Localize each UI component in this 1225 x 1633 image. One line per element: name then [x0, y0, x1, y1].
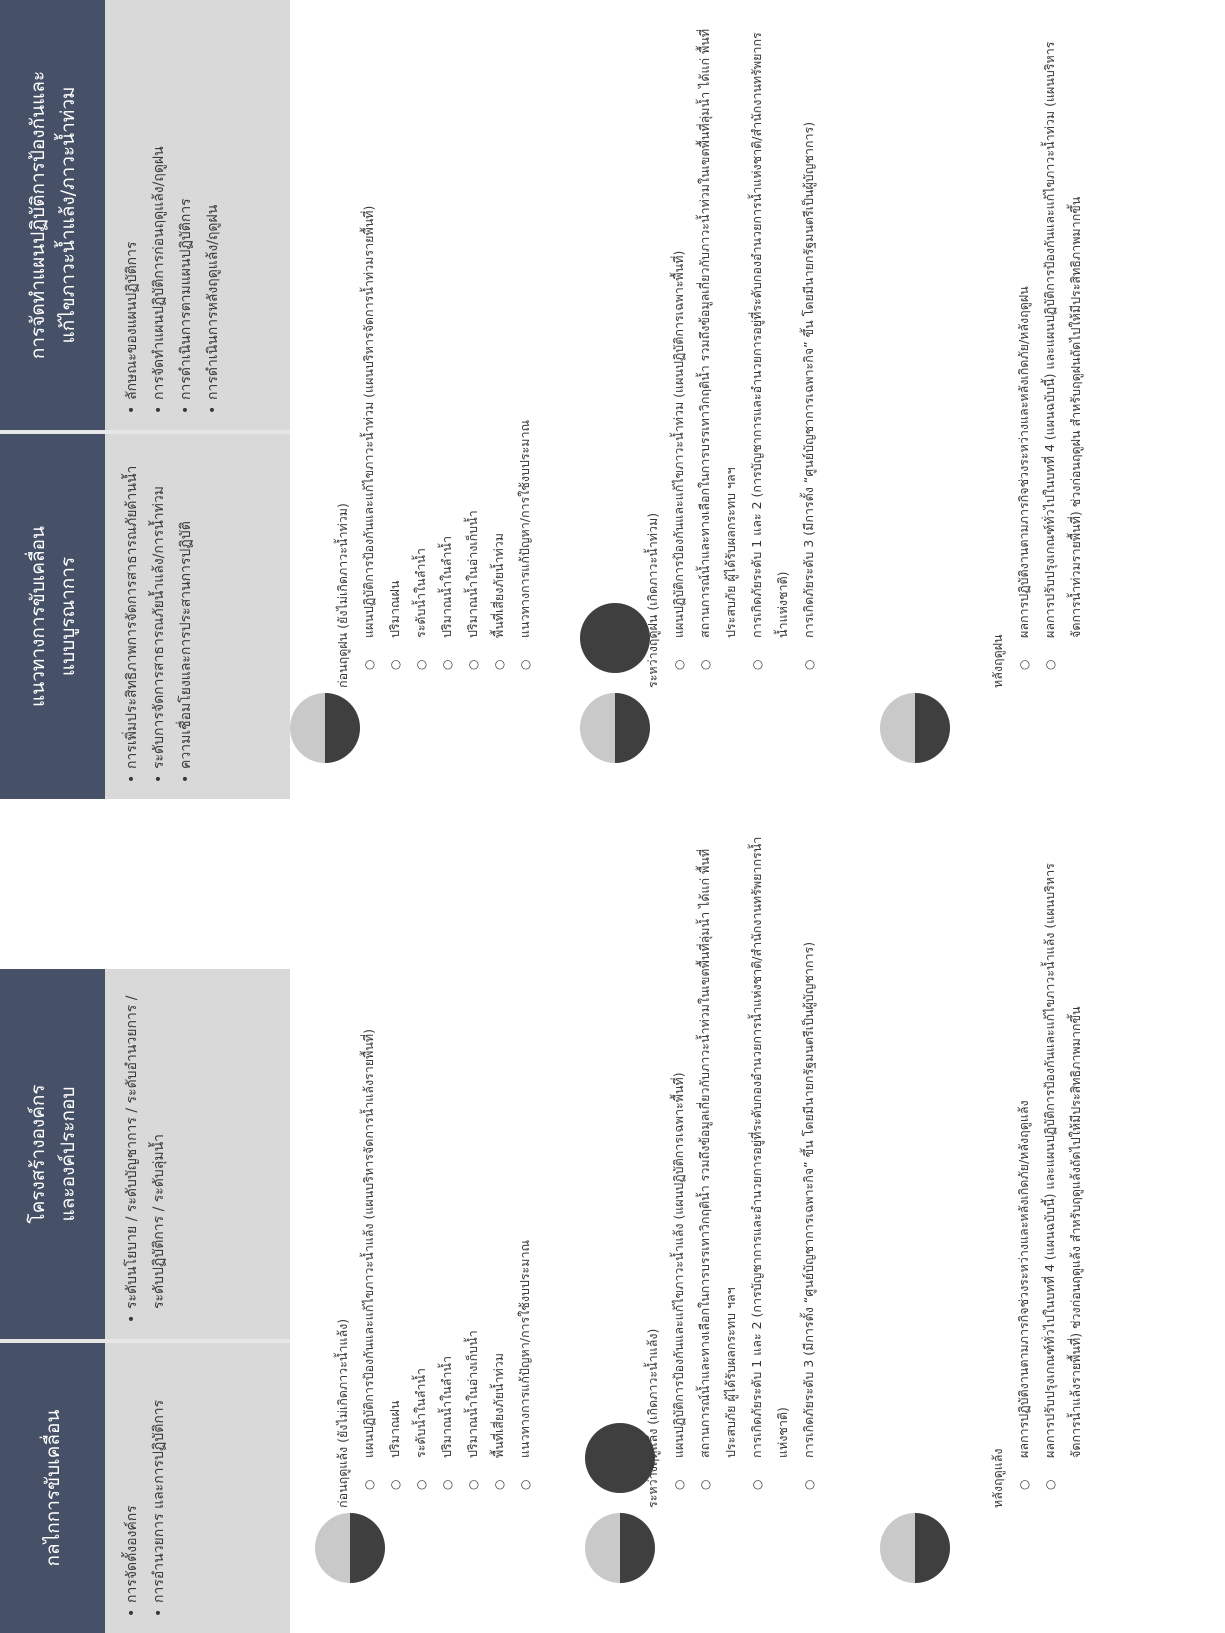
column-divider	[0, 430, 290, 434]
bullet-item: • การเพิ่มประสิทธิภาพการจัดการสาธารณภัยด้านน้ำ	[119, 450, 146, 769]
bullet-item: • การอำนวยการ และการปฏิบัติการ	[146, 1359, 173, 1603]
header-line: และองค์ประกอบ	[56, 1086, 79, 1222]
header-approach	[0, 434, 105, 799]
header-action-plan	[0, 0, 105, 430]
list-item: ○ พื้นที่เสี่ยงภัยน้ำท่วม	[486, 828, 512, 1458]
panel-mechanism	[105, 1343, 290, 1633]
header-line: แก้ไขภาวะน้ำแล้ง/ภาวะน้ำท่วม	[56, 86, 79, 344]
phase-title: หลังฤดูฝน	[990, 634, 1005, 688]
list-item: ○ ระดับน้ำในลำน้ำ	[408, 18, 434, 638]
header-line: กลไกการขับเคลื่อน	[41, 1409, 64, 1567]
header-line: แนวทางการขับเคลื่อน	[26, 525, 49, 708]
drought-after-block	[985, 828, 1089, 1508]
phase-title: ก่อนฤดูแล้ง (ยังไม่เกิดภาวะน้ำแล้ง)	[335, 1318, 350, 1508]
bullet-item: • ลักษณะของแผนปฏิบัติการ	[119, 16, 146, 400]
phase-title: ระหว่างฤดูฝน (เกิดภาวะน้ำท่วม)	[645, 512, 660, 688]
bullet-item: • การจัดทำแผนปฏิบัติการก่อนฤดูแล้ง/ฤดูฝน	[146, 16, 173, 400]
header-structure	[0, 969, 105, 1339]
phase-icon-before-drought	[315, 1513, 385, 1583]
phase-title: ระหว่างฤดูแล้ง (เกิดภาวะน้ำแล้ง)	[645, 1328, 660, 1508]
flood-before-block	[330, 18, 538, 688]
list-item: ○ การเกิดภัยระดับ 3 (มีการตั้ง “ศูนย์บัญชาการเฉพาะกิจ” ขึ้น โดยมีนายกรัฐมนตรีเป็นผู้บัญชาการ)	[796, 18, 822, 638]
list-item: ○ แผนปฏิบัติการป้องกันและแก้ไขภาวะน้ำแล้ง (แผนบริหารจัดการน้ำแล้งรายพื้นที่)	[356, 828, 382, 1458]
column-gap	[0, 799, 290, 969]
list-item: ○ แนวทางการแก้ปัญหา/การใช้งบประมาณ	[512, 828, 538, 1458]
list-item: ○ แผนปฏิบัติการป้องกันและแก้ไขภาวะน้ำแล้ง (แผนปฏิบัติการเฉพาะพื้นที่)	[666, 828, 692, 1458]
bullet-item: • ระดับการจัดการสาธารณภัยน้ำแล้ง/การน้ำท่วม	[146, 450, 173, 769]
panel-structure	[105, 969, 290, 1339]
list-item: ○ การเกิดภัยระดับ 1 และ 2 (การบัญชาการและอำนวยการอยู่ที่ระดับกองอำนวยการน้ำแห่งชาติ/สำนักงานทรัพยากรน้ำแห่งชาติ)	[744, 828, 796, 1458]
phase-title: ก่อนฤดูฝน (ยังไม่เกิดภาวะน้ำท่วม)	[335, 503, 350, 688]
bullet-item: • ความเชื่อมโยงและการประสานการปฏิบัติ	[173, 450, 200, 769]
list-item: ○ แผนปฏิบัติการป้องกันและแก้ไขภาวะน้ำท่วม (แผนบริหารจัดการน้ำท่วมรายพื้นที่)	[356, 18, 382, 638]
header-line: การจัดทำแผนปฏิบัติการป้องกันและ	[26, 70, 49, 360]
flood-during-block	[640, 18, 822, 688]
list-item: ○ แผนปฏิบัติการป้องกันและแก้ไขภาวะน้ำท่วม (แผนปฏิบัติการเฉพาะพื้นที่)	[666, 18, 692, 638]
phase-icon-before-flood	[290, 693, 360, 763]
list-item: ○ ระดับน้ำในลำน้ำ	[408, 828, 434, 1458]
list-item: ○ ปริมาณฝน	[382, 828, 408, 1458]
list-item: ○ พื้นที่เสี่ยงภัยน้ำท่วม	[486, 18, 512, 638]
list-item: ○ ผลการปรับปรุงเกณฑ์ทั่วไปในบทที่ 4 (แผนฉบับนี้) และแผนปฏิบัติการป้องกันและแก้ไขภาวะน้ำท่วม (แผนบริหารจัดการน้ำท่วมรายพื้นที่) ช่วงก่อนฤดูฝน สำหรับฤดูฝนถัดไปให้มีประสิทธิภาพมากขึ้น	[1037, 18, 1089, 638]
bullet-item: • การจัดตั้งองค์กร	[119, 1359, 146, 1603]
phase-icon-during-flood	[580, 693, 650, 763]
phase-icon-during-drought	[585, 1513, 655, 1583]
panel-action-plan	[105, 0, 290, 430]
phase-icon-after-drought	[880, 1513, 950, 1583]
drought-before-block	[330, 828, 538, 1508]
column-divider	[0, 1339, 290, 1343]
list-item: ○ ผลการปฏิบัติงานตามภารกิจช่วงระหว่างและหลังเกิดภัย/หลังฤดูฝน	[1011, 18, 1037, 638]
list-item: ○ ปริมาณน้ำในอ่างเก็บน้ำ	[460, 18, 486, 638]
list-item: ○ การเกิดภัยระดับ 1 และ 2 (การบัญชาการและอำนวยการอยู่ที่ระดับกองอำนวยการน้ำแห่งชาติ/สำนักงานทรัพยากรน้ำแห่งชาติ)	[744, 18, 796, 638]
flood-after-block	[985, 18, 1089, 688]
list-item: ○ ปริมาณน้ำในลำน้ำ	[434, 18, 460, 638]
header-line: โครงสร้างองค์กร	[26, 1084, 49, 1224]
phase-icon-after-flood	[880, 693, 950, 763]
list-item: ○ สถานการณ์น้ำและทางเลือกในการบรรเทาวิกฤติน้ำ รวมถึงข้อมูลเกี่ยวกับภาวะน้ำท่วมในเขตพื้นที่ลุ่มน้ำ ได้แก่ พื้นที่ประสบภัย ผู้ได้รับผลกระทบ ฯลฯ	[692, 18, 744, 638]
bullet-item: • การดำเนินการหลังฤดูแล้ง/ฤดูฝน	[200, 16, 227, 400]
bullet-item: • ระดับนโยบาย / ระดับบัญชาการ / ระดับอำนวยการ / ระดับปฏิบัติการ / ระดับลุ่มน้ำ	[119, 985, 173, 1309]
list-item: ○ ผลการปฏิบัติงานตามภารกิจช่วงระหว่างและหลังเกิดภัย/หลังฤดูแล้ง	[1011, 828, 1037, 1458]
panel-approach	[105, 434, 290, 799]
list-item: ○ แนวทางการแก้ปัญหา/การใช้งบประมาณ	[512, 18, 538, 638]
list-item: ○ ปริมาณน้ำในลำน้ำ	[434, 828, 460, 1458]
list-item: ○ ปริมาณน้ำในอ่างเก็บน้ำ	[460, 828, 486, 1458]
list-item: ○ สถานการณ์น้ำและทางเลือกในการบรรเทาวิกฤติน้ำ รวมถึงข้อมูลเกี่ยวกับภาวะน้ำท่วมในเขตพื้นที่ลุ่มน้ำ ได้แก่ พื้นที่ประสบภัย ผู้ได้รับผลกระทบ ฯลฯ	[692, 828, 744, 1458]
list-item: ○ ผลการปรับปรุงเกณฑ์ทั่วไปในบทที่ 4 (แผนฉบับนี้) และแผนปฏิบัติการป้องกันและแก้ไขภาวะน้ำแล้ง (แผนบริหารจัดการน้ำแล้งรายพื้นที่) ช่วงก่อนฤดูแล้ง สำหรับฤดูแล้งถัดไปให้มีประสิทธิภาพมากขึ้น	[1037, 828, 1089, 1458]
list-item: ○ การเกิดภัยระดับ 3 (มีการตั้ง “ศูนย์บัญชาการเฉพาะกิจ” ขึ้น โดยมีนายกรัฐมนตรีเป็นผู้บัญชาการ)	[796, 828, 822, 1458]
header-mechanism	[0, 1343, 105, 1633]
bullet-item: • การดำเนินการตามแผนปฏิบัติการ	[173, 16, 200, 400]
header-line: แบบบูรณาการ	[56, 556, 79, 677]
list-item: ○ ปริมาณฝน	[382, 18, 408, 638]
drought-during-block	[640, 828, 822, 1508]
phase-title: หลังฤดูแล้ง	[990, 1448, 1005, 1508]
